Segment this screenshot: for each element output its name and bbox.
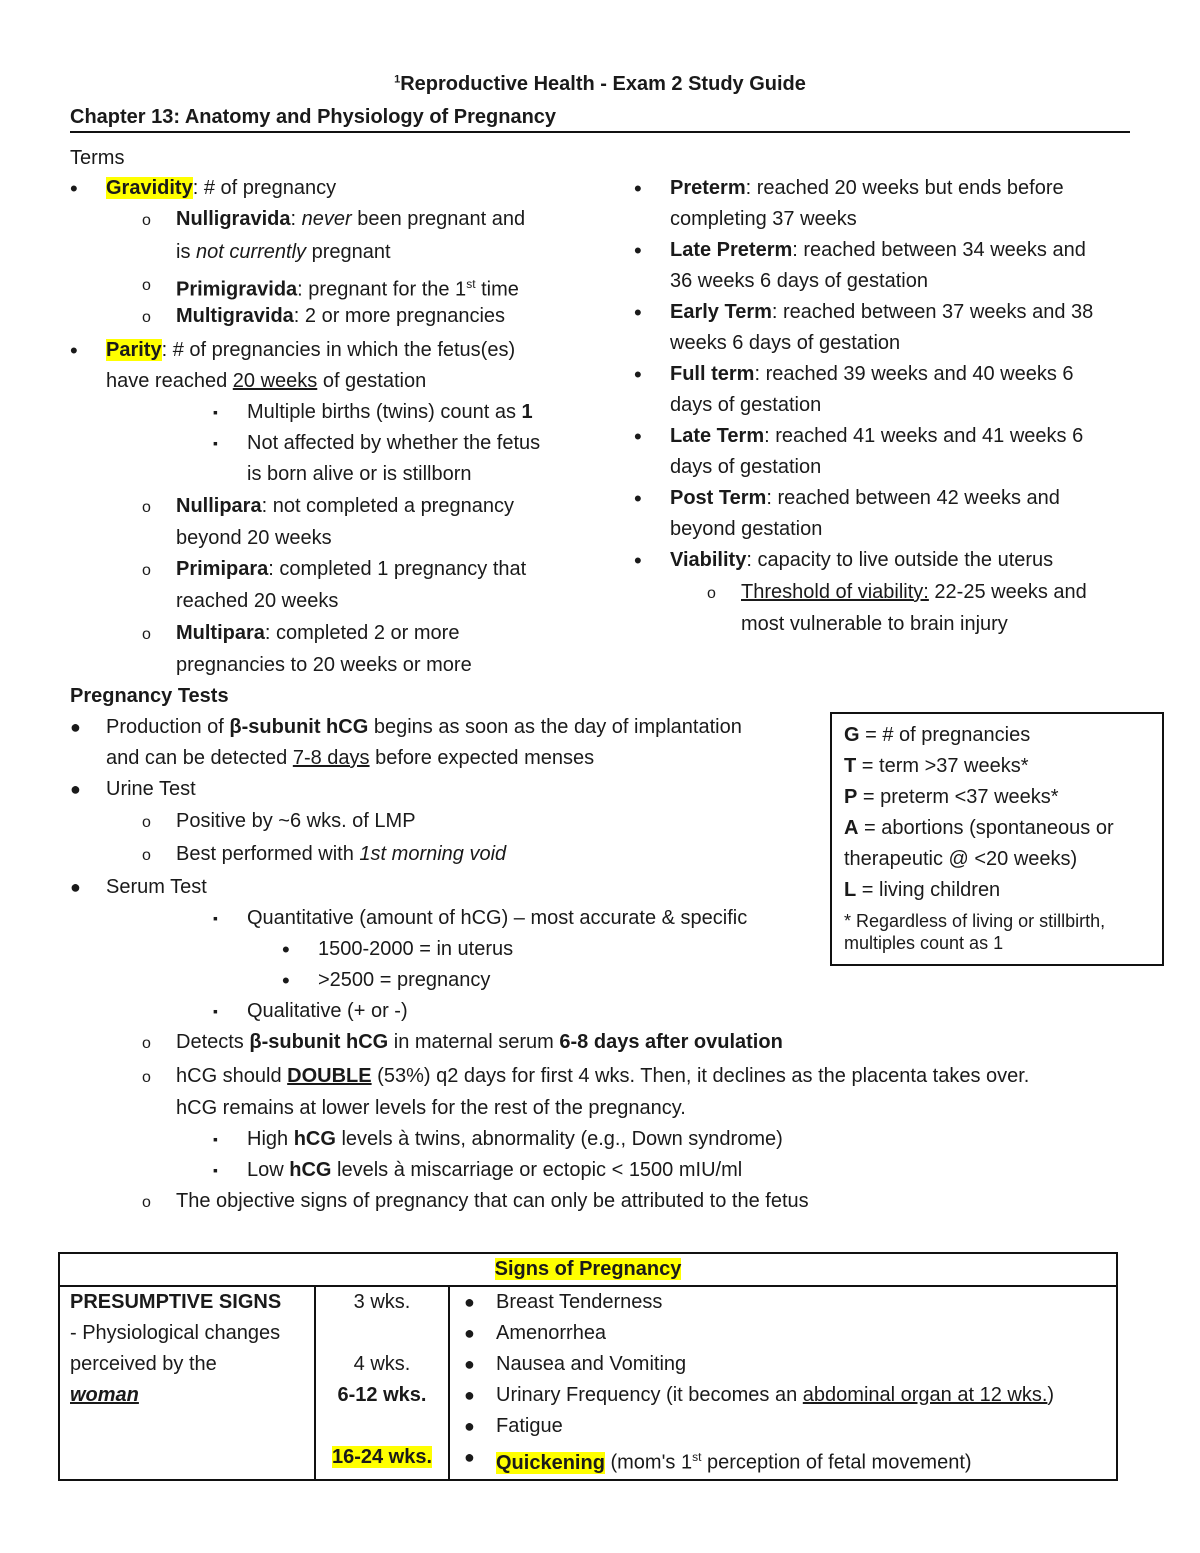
parity-item-cont: have reached 20 weeks of gestation: [106, 370, 427, 392]
late-preterm-item: • Late Preterm: reached between 34 weeks and: [670, 235, 1086, 266]
threshold-item-cont: most vulnerable to brain injury: [741, 613, 1008, 635]
terms-heading: Terms: [70, 147, 125, 169]
gtpal-box: [830, 712, 1164, 966]
gtpal-t: T = term >37 weeks*: [844, 755, 1029, 777]
production-item-cont: and can be detected 7-8 days before expected menses: [106, 747, 595, 769]
sign-item: ● Quickening (mom's 1st perception of fetal movement): [460, 1442, 1106, 1479]
primipara-item-cont: reached 20 weeks: [176, 590, 339, 612]
sign-item: ● Breast Tenderness: [460, 1287, 1106, 1318]
gtpal-p: P = preterm <37 weeks*: [844, 786, 1059, 808]
gtpal-a: A = abortions (spontaneous or: [844, 817, 1114, 839]
nulligravida-item-cont: is not currently pregnant: [176, 241, 391, 263]
pregnancy-tests-heading: Pregnancy Tests: [70, 685, 229, 707]
week-label: 4 wks.: [353, 1353, 411, 1375]
early-term-item-cont: weeks 6 days of gestation: [670, 332, 901, 354]
multigravida-item: o Multigravida: 2 or more pregnancies: [176, 301, 505, 332]
chapter-heading: Chapter 13: Anatomy and Physiology of Pregnancy: [70, 106, 1130, 133]
multipara-item: o Multipara: completed 2 or more: [176, 618, 459, 649]
quantitative-pregnancy-item: • >2500 = pregnancy: [318, 965, 490, 996]
detects-item: o Detects β-subunit hCG in maternal serum 6-8 days after ovulation: [176, 1027, 783, 1058]
urine-best-item: o Best performed with 1st morning void: [176, 839, 506, 870]
threshold-item: o Threshold of viability: 22-25 weeks and: [741, 577, 1087, 608]
gtpal-l: L = living children: [844, 879, 1001, 901]
full-term-item: • Full term: reached 39 weeks and 40 weeks 6: [670, 359, 1074, 390]
gtpal-note: * Regardless of living or stillbirth, multiples count as 1: [844, 911, 1106, 953]
urine-positive-item: o Positive by ~6 wks. of LMP: [176, 806, 416, 837]
weeks-cell: [315, 1286, 449, 1480]
preterm-item: • Preterm: reached 20 weeks but ends before: [670, 173, 1064, 204]
week-label: 3 wks.: [353, 1291, 411, 1313]
production-item: ● Production of β-subunit hCG begins as soon as the day of implantation: [106, 712, 742, 743]
gtpal-g: G = # of pregnancies: [844, 724, 1031, 746]
low-hcg-item: ▪ Low hCG levels à miscarriage or ectopic < 1500 mIU/ml: [247, 1155, 742, 1186]
late-term-item-cont: days of gestation: [670, 456, 822, 478]
signs-table-title: Signs of Pregnancy: [59, 1253, 1117, 1286]
primigravida-item: o Primigravida: pregnant for the 1st time: [176, 269, 519, 306]
quantitative-item: ▪ Quantitative (amount of hCG) – most accurate & specific: [247, 903, 747, 934]
high-hcg-item: ▪ High hCG levels à twins, abnormality (e.g., Down syndrome): [247, 1124, 783, 1155]
double-item: o hCG should DOUBLE (53%) q2 days for first 4 wks. Then, it declines as the placenta takes over.: [176, 1061, 1029, 1092]
week-label: 6-12 wks.: [337, 1384, 427, 1406]
qualitative-item: ▪ Qualitative (+ or -): [247, 996, 408, 1027]
late-preterm-item-cont: 36 weeks 6 days of gestation: [670, 270, 928, 292]
viability-item: • Viability: capacity to live outside the uterus: [670, 545, 1053, 576]
late-term-item: • Late Term: reached 41 weeks and 41 weeks 6: [670, 421, 1083, 452]
sign-item: ● Amenorrhea: [460, 1318, 1106, 1349]
week-label: [326, 1411, 438, 1442]
signs-list-cell: [449, 1286, 1117, 1480]
post-term-item-cont: beyond gestation: [670, 518, 823, 540]
preterm-item-cont: completing 37 weeks: [670, 208, 857, 230]
sign-item: ● Nausea and Vomiting: [460, 1349, 1106, 1380]
sign-item: ● Urinary Frequency (it becomes an abdominal organ at 12 wks.): [460, 1380, 1106, 1411]
document-title: $^1$Reproductive Health - Exam 2 Study Guide: [394, 73, 806, 95]
post-term-item: • Post Term: reached between 42 weeks and: [670, 483, 1060, 514]
primipara-item: o Primipara: completed 1 pregnancy that: [176, 554, 526, 585]
objective-signs-item: o The objective signs of pregnancy that can only be attributed to the fetus: [176, 1186, 809, 1217]
presumptive-signs-cell: [59, 1286, 315, 1480]
week-label: 16-24 wks.: [331, 1446, 433, 1468]
serum-test-item: ● Serum Test: [106, 872, 207, 903]
parity-item: • Parity: # of pregnancies in which the fetus(es): [106, 335, 515, 366]
not-affected-item-cont: is born alive or is stillborn: [247, 463, 472, 485]
multiple-births-item: ▪ Multiple births (twins) count as 1: [247, 397, 533, 428]
gravidity-item: • Gravidity: # of pregnancy: [106, 173, 336, 204]
presumptive-signs-label: PRESUMPTIVE SIGNS: [70, 1291, 282, 1313]
not-affected-item: ▪ Not affected by whether the fetus: [247, 428, 540, 459]
urine-test-item: ● Urine Test: [106, 774, 196, 805]
signs-of-pregnancy-table: [58, 1252, 1118, 1481]
nullipara-item: o Nullipara: not completed a pregnancy: [176, 491, 514, 522]
presumptive-desc-1: - Physiological changes: [70, 1322, 281, 1344]
sign-item: ● Fatigue: [460, 1411, 1106, 1442]
presumptive-desc-3: woman: [70, 1384, 139, 1406]
week-label: [326, 1318, 438, 1349]
nullipara-item-cont: beyond 20 weeks: [176, 527, 332, 549]
full-term-item-cont: days of gestation: [670, 394, 822, 416]
gtpal-a-cont: therapeutic @ <20 weeks): [844, 848, 1078, 870]
double-item-cont: hCG remains at lower levels for the rest of the pregnancy.: [176, 1097, 686, 1119]
quantitative-uterus-item: • 1500-2000 = in uterus: [318, 934, 513, 965]
presumptive-desc-2: perceived by the: [70, 1353, 217, 1375]
early-term-item: • Early Term: reached between 37 weeks and 38: [670, 297, 1093, 328]
multipara-item-cont: pregnancies to 20 weeks or more: [176, 654, 472, 676]
nulligravida-item: o Nulligravida: never been pregnant and: [176, 204, 525, 235]
